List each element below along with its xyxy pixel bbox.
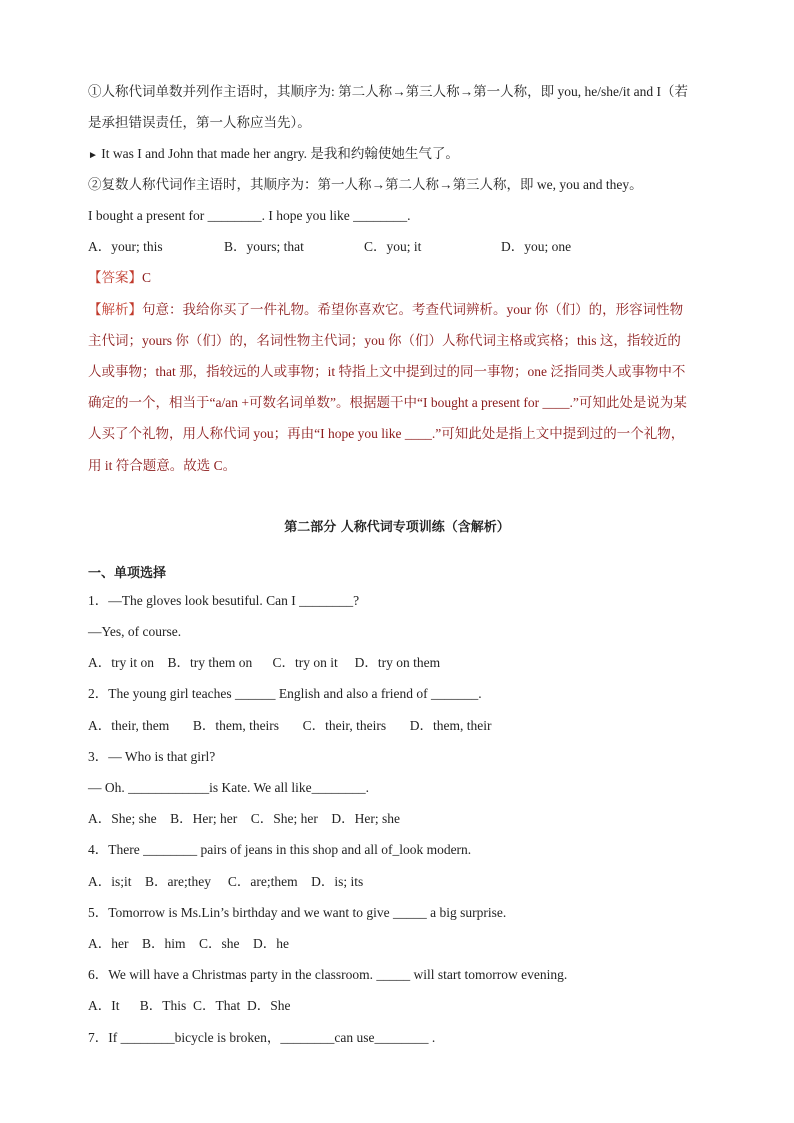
question-2-stem: 2．The young girl teaches ______ English and also a friend of _______. — [88, 686, 482, 701]
analysis-line-4: 确定的一个，相当于“a/an +可数名词单数”。根据题干中“I bought a present for ____.”可知此处是说为某 — [88, 395, 687, 410]
analysis-line-2: 主代词；yours 你（们）的，名词性物主代词；you 你（们）人称代词主格或宾格；this 这，指较近的 — [88, 333, 681, 348]
question-7-stem: 7．If ________bicycle is broken，________can use________ . — [88, 1030, 436, 1045]
analysis-label: 【解析】 — [88, 302, 142, 317]
question-1-options: A．try it on B．try them on C．try on it D．try on them — [88, 655, 441, 670]
question-4-stem: 4．There ________ pairs of jeans in this shop and all of_look modern. — [88, 842, 472, 857]
analysis-line-5: 人买了个礼物，用人称代词 you；再由“I hope you like ____.”可知此处是指上文中提到过的一个礼物， — [88, 426, 685, 441]
analysis-text: 句意：我给你买了一件礼物。希望你喜欢它。考查代词辨析。your 你（们）的，形容词性物 — [142, 302, 684, 317]
question-3-stem: 3．— Who is that girl? — [88, 749, 216, 764]
question-1-stem: 1．—The gloves look besutiful. Can I ________? — [88, 593, 360, 608]
answer-label: 【答案】 — [88, 270, 142, 285]
question-6-options: A．It B．This C．That D．She — [88, 998, 291, 1013]
analysis-line-6: 用 it 符合题意。故选 C。 — [88, 458, 237, 473]
section-title: 一、单项选择 — [88, 566, 167, 581]
rule2-line: ②复数人称代词作主语时，其顺序为：第一人称→第二人称→第三人称，即 we, you and they。 — [88, 177, 643, 192]
part-title: 第二部分 人称代词专项训练（含解析） — [284, 520, 510, 535]
answer-value: C — [142, 270, 152, 285]
option-d: D．you; one — [501, 239, 572, 254]
question-3-reply: — Oh. ____________is Kate. We all like________. — [88, 780, 370, 795]
question-1-reply: —Yes, of course. — [88, 624, 182, 639]
option-a: A．your; this — [88, 239, 163, 254]
question-5-stem: 5．Tomorrow is Ms.Lin’s birthday and we want to give _____ a big surprise. — [88, 905, 507, 920]
question-5-options: A．her B．him C．she D．he — [88, 936, 289, 951]
sample-question-stem: I bought a present for ________. I hope you like ________. — [88, 208, 411, 223]
option-b: B．yours; that — [224, 239, 304, 254]
answer-line — [88, 268, 712, 288]
question-6-stem: 6．We will have a Christmas party in the classroom. _____ will start tomorrow evening. — [88, 967, 568, 982]
question-4-options: A．is;it B．are;they C．are;them D．is; its — [88, 874, 364, 889]
arrow-bullet-icon: ► — [88, 150, 98, 161]
example-text: It was I and John that made her angry. 是我和约翰使她生气了。 — [101, 146, 459, 161]
example-sentence — [88, 144, 712, 166]
rule1-line2: 是承担错误责任，第一人称应当先）。 — [88, 115, 311, 130]
question-2-options: A．their, them B．them, theirs C．their, theirs D．them, their — [88, 718, 492, 733]
question-3-options: A．She; she B．Her; her C．She; her D．Her; she — [88, 811, 400, 826]
analysis-line-1 — [88, 300, 712, 320]
option-c: C．you; it — [364, 239, 422, 254]
rule1-line1: ①人称代词单数并列作主语时，其顺序为: 第二人称→第三人称→第一人称，即 you, he/she/it and I（若 — [88, 84, 688, 99]
sample-question-options — [88, 237, 712, 257]
analysis-line-3: 人或事物；that 那，指较远的人或事物；it 特指上文中提到过的同一事物；one 泛指同类人或事物中不 — [88, 364, 686, 379]
